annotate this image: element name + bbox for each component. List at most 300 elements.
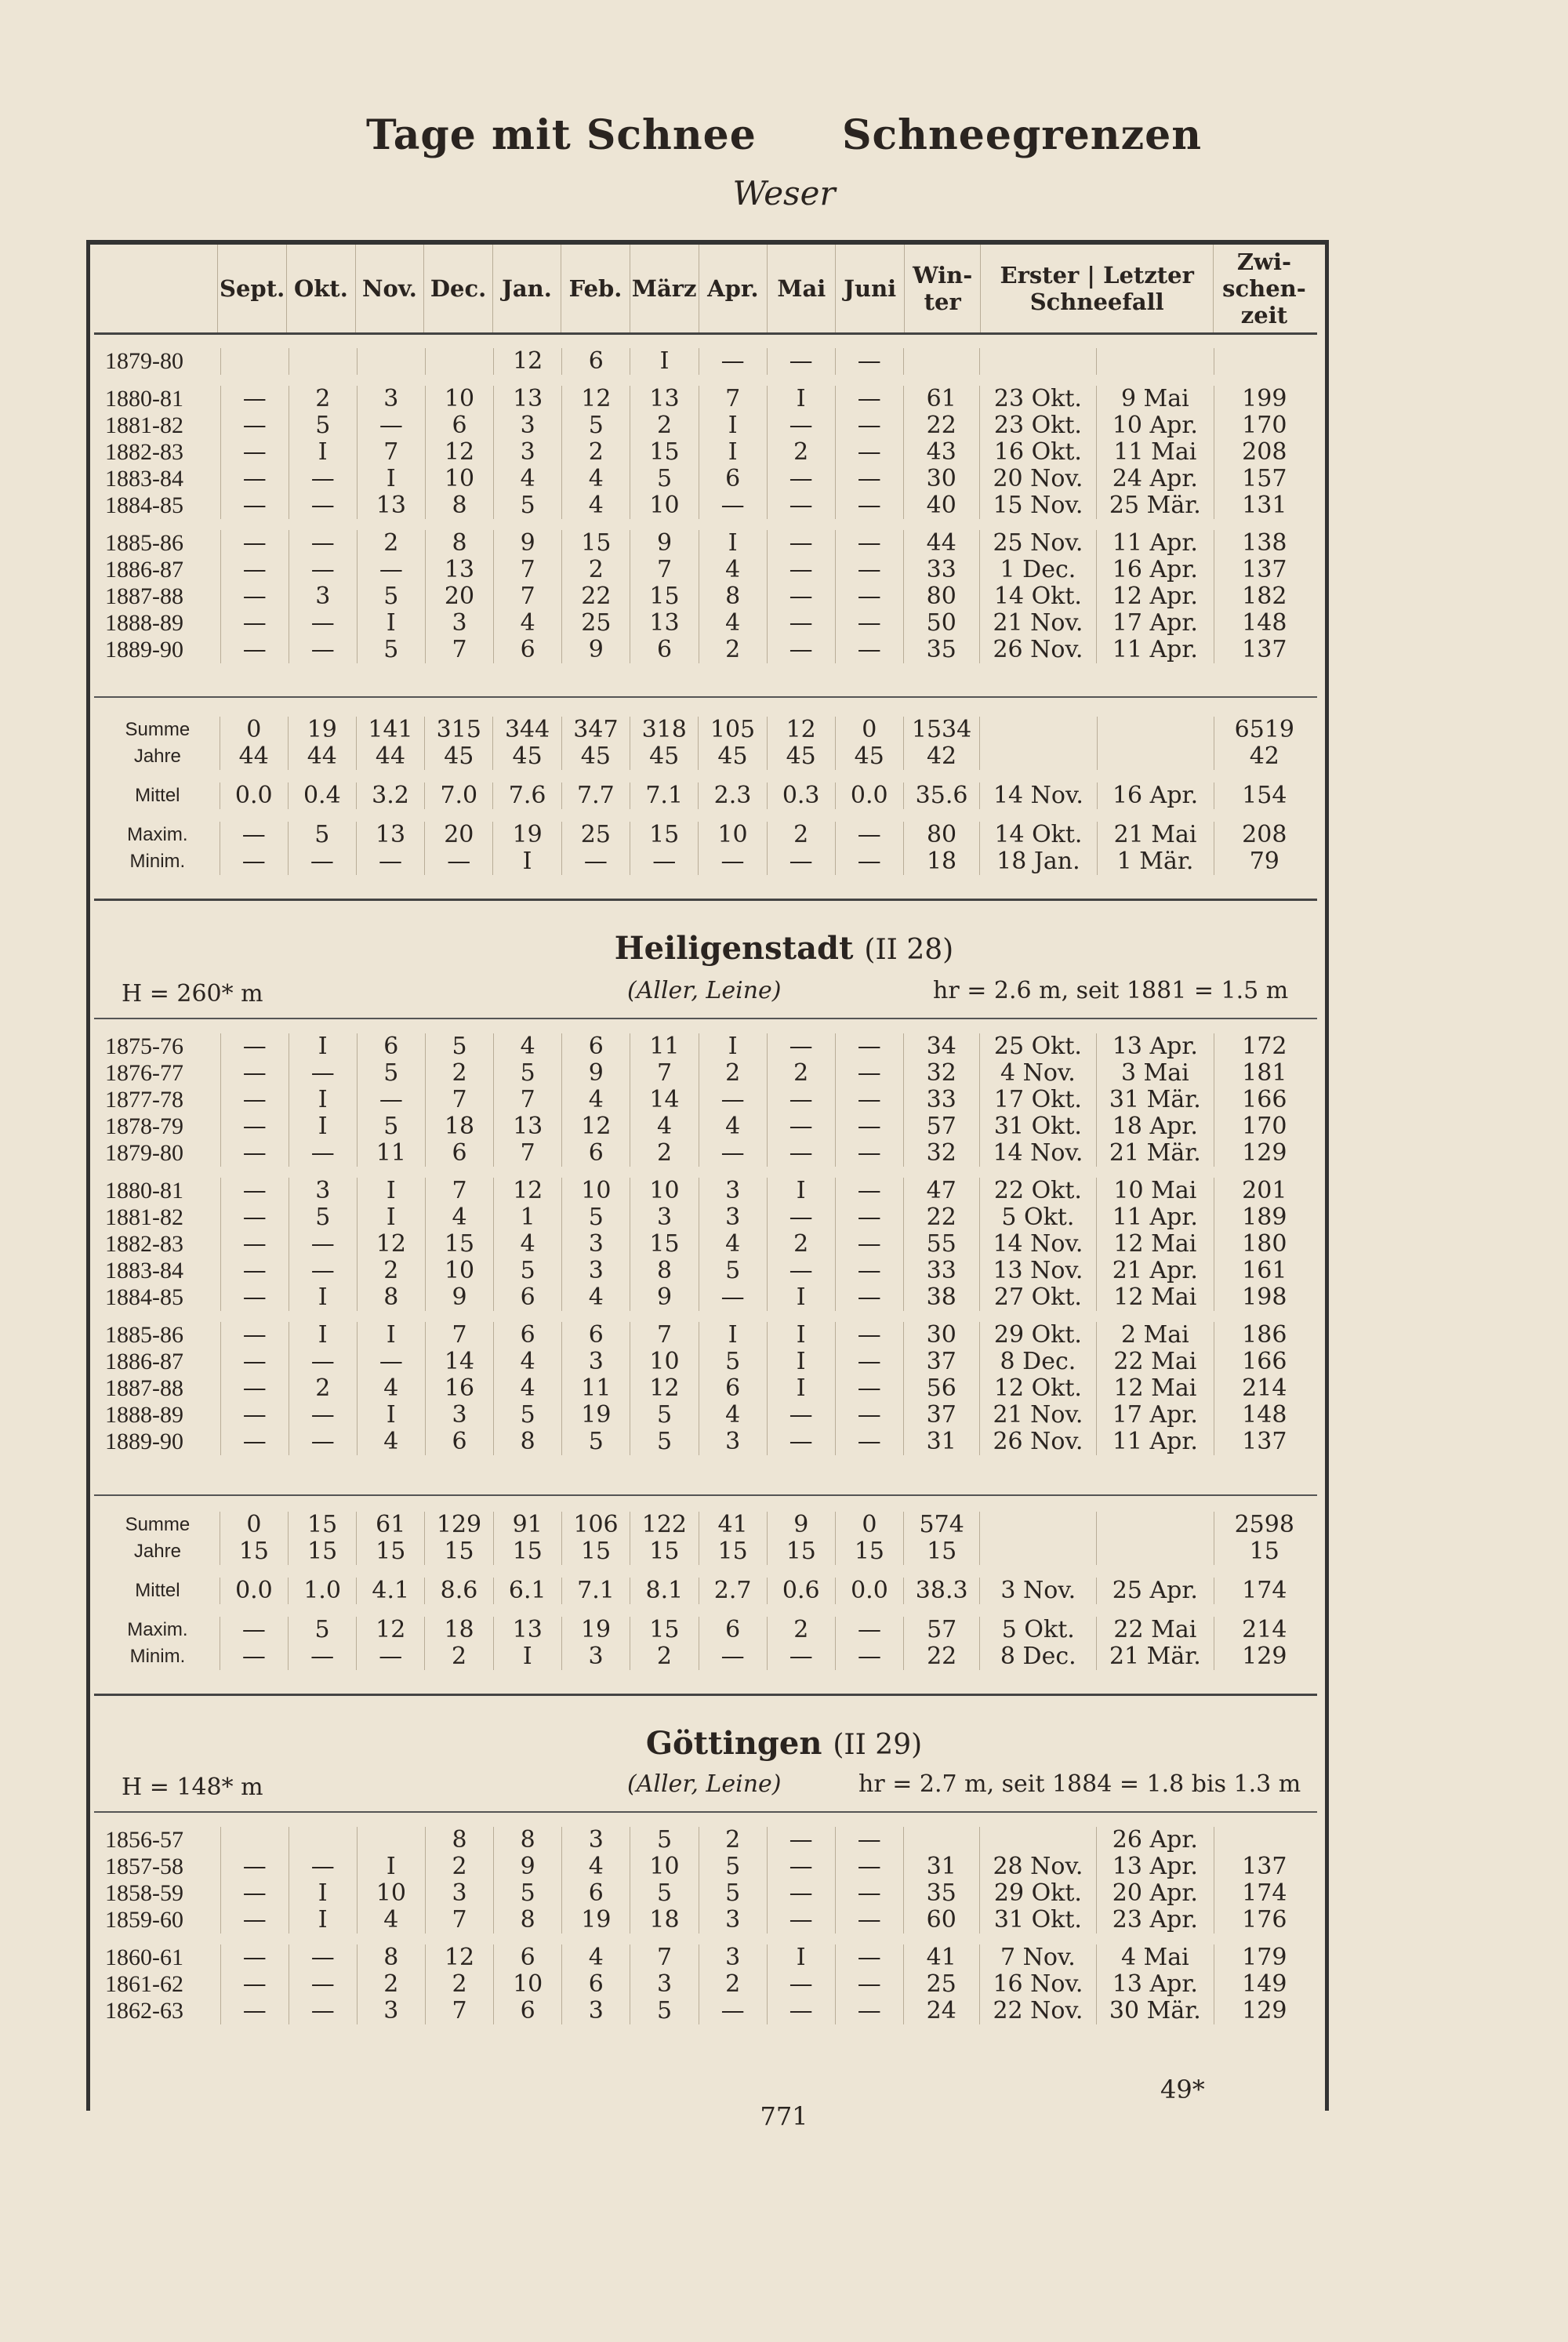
value-cell: — — [220, 1316, 289, 1349]
header-winter: Win- ter — [904, 245, 980, 332]
season-cell: 1880-81 — [96, 1172, 220, 1204]
value-cell: 14 — [630, 1087, 699, 1113]
value-cell: — — [220, 466, 289, 492]
value-cell: 5 — [699, 1854, 767, 1880]
value-cell: — — [220, 1375, 289, 1402]
value-cell: 141 — [356, 717, 424, 743]
value-cell: 9 — [562, 637, 630, 663]
header-schneefall-label: Schneefall — [1029, 289, 1164, 315]
row-label: Maxim. — [96, 1610, 220, 1643]
value-cell: 44 — [903, 525, 979, 557]
value-cell: 18 — [425, 1113, 493, 1140]
value-cell: — — [835, 348, 903, 380]
value-cell: 3 — [289, 1172, 357, 1204]
value-cell: — — [835, 1907, 903, 1939]
value-cell: — — [767, 848, 835, 875]
value-cell: — — [220, 815, 288, 848]
value-cell: — — [767, 583, 835, 610]
table-row — [96, 557, 1315, 583]
value-cell: 11 Apr. — [1097, 637, 1214, 663]
signature-mark: 49* — [1160, 2075, 1205, 2104]
value-cell: 17 Apr. — [1097, 1402, 1214, 1429]
value-cell: 21 Nov. — [979, 610, 1096, 637]
value-cell: 148 — [1242, 609, 1287, 637]
value-cell: 8 — [494, 1429, 562, 1455]
station2-years-table — [96, 1033, 1315, 1455]
value-cell: I — [357, 1402, 425, 1429]
value-cell: — — [835, 610, 903, 637]
section1-end-rule — [94, 899, 1317, 901]
value-cell: 12 — [562, 1113, 630, 1140]
value-cell: 1534 — [903, 717, 980, 743]
value-cell: 3 — [562, 1998, 630, 2024]
value-cell: 7 — [630, 1060, 699, 1087]
value-cell: 57 — [903, 1113, 979, 1140]
value-cell: I — [493, 848, 561, 875]
value-cell: — — [357, 557, 425, 583]
value-cell: — — [220, 1429, 289, 1455]
value-cell: 4 — [699, 1113, 767, 1140]
row-label: Minim. — [96, 1643, 220, 1670]
value-cell: 2 — [767, 1231, 835, 1258]
value-cell: 5 — [494, 1880, 562, 1907]
value-cell: 33 — [903, 557, 979, 583]
header-row — [96, 245, 1315, 332]
value-cell: 35.6 — [903, 776, 980, 815]
value-cell: — — [357, 1349, 425, 1375]
value-cell: 2 — [767, 815, 835, 848]
value-cell: — — [835, 1429, 903, 1455]
value-cell: 6519 — [1234, 716, 1294, 743]
value-cell: I — [357, 1172, 425, 1204]
value-cell: 19 — [493, 815, 561, 848]
value-cell: 13 Apr. — [1097, 1971, 1214, 1998]
value-cell: 3 Mai — [1097, 1060, 1214, 1087]
value-cell: 4 — [562, 1854, 630, 1880]
value-cell: 9 — [767, 1512, 835, 1538]
value-cell: 5 — [630, 1827, 699, 1854]
header-schneefall — [981, 245, 1214, 332]
value-cell: I — [357, 1854, 425, 1880]
season-cell: 1861-62 — [96, 1971, 220, 1998]
value-cell: 14 Okt. — [979, 583, 1096, 610]
season-cell: 1879-80 — [96, 1140, 220, 1172]
value-cell: 2.7 — [699, 1571, 767, 1610]
value-cell: 137 — [1242, 1853, 1287, 1880]
season-cell: 1884-85 — [96, 492, 220, 525]
value-cell: 31 — [903, 1854, 979, 1880]
value-cell: 10 — [562, 1172, 630, 1204]
value-cell: — — [835, 1231, 903, 1258]
value-cell: — — [289, 610, 357, 637]
season-cell: 1883-84 — [96, 466, 220, 492]
value-cell: — — [289, 1231, 357, 1258]
value-cell: — — [289, 1258, 357, 1284]
station2-height: H = 260* m — [122, 980, 263, 1008]
value-cell: — — [835, 1204, 903, 1231]
value-cell: 20 — [425, 583, 493, 610]
summary-row — [96, 1512, 1315, 1538]
value-cell: 31 Okt. — [979, 1907, 1096, 1939]
value-cell: 13 — [630, 610, 699, 637]
table-row — [96, 1939, 1315, 1971]
value-cell: 43 — [903, 439, 979, 466]
value-cell: 5 — [630, 1880, 699, 1907]
value-cell: 157 — [1242, 465, 1287, 492]
season-cell: 1884-85 — [96, 1284, 220, 1316]
value-cell: 12 — [767, 717, 835, 743]
value-cell: 24 — [903, 1998, 979, 2024]
season-cell: 1875-76 — [96, 1033, 220, 1060]
value-cell: 4 Nov. — [979, 1060, 1096, 1087]
value-cell: — — [835, 1033, 903, 1060]
value-cell: — — [767, 492, 835, 525]
value-cell: — — [835, 1060, 903, 1087]
value-cell: 11 Apr. — [1097, 1429, 1214, 1455]
value-cell: 8 — [425, 492, 493, 525]
season-cell: 1881-82 — [96, 412, 220, 439]
value-cell: — — [289, 637, 357, 663]
value-cell: 6 — [425, 412, 493, 439]
value-cell: — — [835, 1643, 903, 1670]
value-cell: — — [699, 1087, 767, 1113]
value-cell: I — [767, 1316, 835, 1349]
value-cell: — — [835, 492, 903, 525]
value-cell: — — [220, 583, 289, 610]
value-cell: 129 — [1242, 1643, 1287, 1670]
season-cell: 1883-84 — [96, 1258, 220, 1284]
value-cell: 12 Mai — [1097, 1284, 1214, 1316]
value-cell: 4 — [494, 610, 562, 637]
value-cell: 16 Nov. — [979, 1971, 1096, 1998]
value-cell: — — [835, 1113, 903, 1140]
value-cell: 198 — [1242, 1284, 1287, 1311]
row-label: Summe — [96, 1512, 220, 1538]
value-cell: — — [425, 848, 493, 875]
value-cell: — — [220, 557, 289, 583]
value-cell: 4 — [699, 1402, 767, 1429]
value-cell: 2 — [289, 380, 357, 412]
value-cell: I — [767, 1939, 835, 1971]
value-cell: 12 Apr. — [1097, 583, 1214, 610]
value-cell: 15 Nov. — [979, 492, 1096, 525]
summary-row — [96, 776, 1315, 815]
value-cell: 1 — [494, 1204, 562, 1231]
value-cell: 31 Okt. — [979, 1113, 1096, 1140]
table-row — [96, 1880, 1315, 1907]
value-cell: 38.3 — [904, 1571, 980, 1610]
value-cell: 4 — [630, 1113, 699, 1140]
value-cell: I — [699, 1316, 767, 1349]
value-cell: 44 — [220, 743, 288, 776]
value-cell — [289, 1827, 357, 1854]
value-cell: 15 — [493, 1538, 561, 1571]
value-cell: 6 — [562, 1033, 630, 1060]
value-cell: 9 — [562, 1060, 630, 1087]
station2-summary-table — [96, 1512, 1315, 1670]
value-cell: 14 Nov. — [979, 1231, 1096, 1258]
season-cell: 1879-80 — [96, 348, 220, 380]
value-cell: — — [835, 1998, 903, 2024]
value-cell: 6 — [562, 348, 630, 380]
value-cell: 15 — [835, 1538, 903, 1571]
value-cell: 26 Nov. — [979, 1429, 1096, 1455]
summary-row — [96, 1538, 1315, 1571]
value-cell: 5 — [699, 1349, 767, 1375]
value-cell: 172 — [1242, 1033, 1287, 1060]
value-cell: — — [220, 1113, 289, 1140]
value-cell: 4 — [699, 610, 767, 637]
value-cell: 6 — [494, 1284, 562, 1316]
value-cell: — — [220, 439, 289, 466]
value-cell: 15 — [630, 439, 699, 466]
table-row — [96, 1349, 1315, 1375]
value-cell: 105 — [699, 717, 767, 743]
summary-row — [96, 815, 1315, 848]
table-row — [96, 348, 1315, 380]
value-cell: — — [220, 412, 289, 439]
value-cell — [220, 348, 289, 380]
value-cell: 129 — [425, 1512, 493, 1538]
value-cell: 7 — [425, 637, 493, 663]
value-cell: 5 Okt. — [979, 1204, 1096, 1231]
header-first-last: Erster | Letzter — [1000, 262, 1194, 289]
station2-rivers: (Aller, Leine) — [627, 977, 782, 1004]
season-cell: 1885-86 — [96, 525, 220, 557]
value-cell: — — [835, 1140, 903, 1172]
value-cell: — — [220, 1402, 289, 1429]
table-row — [96, 1204, 1315, 1231]
value-cell — [980, 743, 1097, 776]
row-label: Jahre — [96, 1538, 220, 1571]
value-cell: 12 — [630, 1375, 699, 1402]
value-cell: 2 — [630, 1643, 699, 1670]
value-cell: 4 — [562, 492, 630, 525]
value-cell: 15 — [630, 1610, 699, 1643]
value-cell: — — [699, 848, 767, 875]
table-row — [96, 1316, 1315, 1349]
value-cell: I — [767, 1375, 835, 1402]
station3-name: Göttingen — [645, 1725, 822, 1762]
station3-rivers: (Aller, Leine) — [627, 1770, 782, 1798]
value-cell: 5 — [288, 815, 356, 848]
value-cell — [980, 1538, 1097, 1571]
value-cell: 3 — [425, 1402, 493, 1429]
value-cell: 201 — [1242, 1177, 1287, 1204]
value-cell: 21 Mär. — [1097, 1643, 1214, 1670]
summary-row — [96, 717, 1315, 743]
value-cell: 20 Nov. — [979, 466, 1096, 492]
value-cell: 15 — [767, 1538, 835, 1571]
value-cell: — — [220, 848, 288, 875]
section1-years-table — [96, 348, 1315, 663]
value-cell: 7.1 — [561, 1571, 630, 1610]
value-cell: 6 — [562, 1316, 630, 1349]
value-cell: 13 — [494, 1113, 562, 1140]
station3-ref: (II 29) — [833, 1729, 923, 1761]
value-cell: — — [835, 1854, 903, 1880]
value-cell: 8 — [357, 1939, 425, 1971]
value-cell: 3 — [357, 380, 425, 412]
value-cell: 5 — [357, 637, 425, 663]
value-cell: 29 Okt. — [979, 1880, 1096, 1907]
value-cell — [357, 348, 425, 380]
value-cell: 12 — [425, 1939, 493, 1971]
table-row — [96, 466, 1315, 492]
header-month: Dec. — [424, 245, 493, 332]
value-cell: 4 — [494, 1033, 562, 1060]
station2-title — [0, 930, 1568, 967]
value-cell: 5 — [630, 1402, 699, 1429]
season-cell: 1859-60 — [96, 1907, 220, 1939]
value-cell: 80 — [903, 815, 980, 848]
value-cell: 4 — [357, 1429, 425, 1455]
value-cell: 166 — [1242, 1086, 1287, 1113]
table-row — [96, 1998, 1315, 2024]
station2-end-rule — [94, 1694, 1317, 1696]
value-cell: 6 — [699, 466, 767, 492]
value-cell: — — [699, 1140, 767, 1172]
value-cell: 131 — [1242, 492, 1287, 519]
value-cell: — — [767, 525, 835, 557]
value-cell: — — [220, 380, 289, 412]
value-cell: 11 — [357, 1140, 425, 1172]
value-cell: 3 — [699, 1172, 767, 1204]
value-cell: 3 — [289, 583, 357, 610]
value-cell: 129 — [1242, 1997, 1287, 2024]
value-cell: — — [220, 637, 289, 663]
value-cell: 5 — [630, 466, 699, 492]
value-cell: 7 Nov. — [979, 1939, 1096, 1971]
value-cell: 10 — [630, 1854, 699, 1880]
value-cell: 4 — [357, 1907, 425, 1939]
value-cell: I — [289, 1284, 357, 1316]
value-cell: 5 — [699, 1258, 767, 1284]
value-cell: 45 — [425, 743, 493, 776]
value-cell: — — [699, 1998, 767, 2024]
value-cell: 40 — [903, 492, 979, 525]
value-cell: 5 — [562, 1429, 630, 1455]
value-cell: — — [835, 1610, 903, 1643]
value-cell — [903, 348, 979, 380]
value-cell: 55 — [903, 1231, 979, 1258]
value-cell: 6 — [425, 1140, 493, 1172]
value-cell: — — [835, 848, 903, 875]
value-cell: 50 — [903, 610, 979, 637]
value-cell: 22 — [904, 1643, 980, 1670]
value-cell: — — [835, 1172, 903, 1204]
table-row — [96, 610, 1315, 637]
value-cell: 14 Nov. — [980, 776, 1097, 815]
value-cell: 4 — [494, 1231, 562, 1258]
value-cell: 8 — [425, 1827, 493, 1854]
season-cell: 1856-57 — [96, 1827, 220, 1854]
value-cell: — — [835, 1971, 903, 1998]
value-cell — [1214, 1827, 1315, 1854]
value-cell: 10 — [425, 380, 493, 412]
header-month: Jan. — [492, 245, 561, 332]
value-cell: 14 — [425, 1349, 493, 1375]
value-cell: 149 — [1242, 1970, 1287, 1998]
value-cell — [1097, 1538, 1214, 1571]
value-cell: 3 Nov. — [980, 1571, 1097, 1610]
value-cell: 25 Apr. — [1097, 1571, 1214, 1610]
summary-row — [96, 1571, 1315, 1610]
header-month: März — [630, 245, 699, 332]
value-cell: I — [357, 1204, 425, 1231]
value-cell: — — [767, 412, 835, 439]
value-cell: 10 Apr. — [1097, 412, 1214, 439]
header-month: Juni — [836, 245, 905, 332]
value-cell: 7 — [630, 1316, 699, 1349]
value-cell: 2598 — [1234, 1511, 1294, 1538]
value-cell: 15 — [561, 1538, 630, 1571]
value-cell: 2 Mai — [1097, 1316, 1214, 1349]
value-cell: 15 — [1249, 1538, 1279, 1565]
row-label: Minim. — [96, 848, 220, 875]
value-cell: 56 — [903, 1375, 979, 1402]
value-cell: 14 Nov. — [979, 1140, 1096, 1172]
value-cell: 10 — [699, 815, 767, 848]
season-cell: 1885-86 — [96, 1316, 220, 1349]
station2-name: Heiligenstadt — [614, 930, 854, 967]
value-cell: 3 — [699, 1907, 767, 1939]
value-cell: 15 — [425, 1538, 493, 1571]
table-row — [96, 1172, 1315, 1204]
value-cell: 11 Apr. — [1097, 525, 1214, 557]
table-row — [96, 380, 1315, 412]
value-cell: — — [220, 1172, 289, 1204]
value-cell: 7 — [630, 557, 699, 583]
value-cell: 15 — [425, 1231, 493, 1258]
value-cell: 8 — [494, 1827, 562, 1854]
value-cell: 179 — [1242, 1944, 1287, 1971]
header-month: Feb. — [561, 245, 630, 332]
value-cell: — — [289, 1998, 357, 2024]
value-cell: — — [835, 1375, 903, 1402]
value-cell: — — [289, 1939, 357, 1971]
value-cell: 5 — [699, 1880, 767, 1907]
value-cell: — — [289, 1854, 357, 1880]
value-cell: 10 — [630, 1349, 699, 1375]
value-cell: — — [220, 1060, 289, 1087]
summary-row — [96, 743, 1315, 776]
value-cell: 4 — [562, 1284, 630, 1316]
value-cell: 47 — [903, 1172, 979, 1204]
value-cell: 8 — [357, 1284, 425, 1316]
value-cell: 20 — [425, 815, 493, 848]
value-cell: 19 — [562, 1907, 630, 1939]
value-cell — [980, 1512, 1097, 1538]
value-cell: 19 — [288, 717, 356, 743]
value-cell: 2 — [699, 1060, 767, 1087]
value-cell: — — [767, 1113, 835, 1140]
value-cell: 8.1 — [630, 1571, 699, 1610]
table-row — [96, 1429, 1315, 1455]
value-cell: 122 — [630, 1512, 699, 1538]
table-row — [96, 1827, 1315, 1854]
value-cell: — — [767, 637, 835, 663]
value-cell: 17 Apr. — [1097, 610, 1214, 637]
row-label: Jahre — [96, 743, 220, 776]
value-cell: 174 — [1242, 1577, 1287, 1604]
value-cell: 0.4 — [288, 776, 356, 815]
value-cell: — — [289, 1402, 357, 1429]
table-row — [96, 1231, 1315, 1258]
value-cell: — — [835, 1939, 903, 1971]
season-cell: 1886-87 — [96, 1349, 220, 1375]
value-cell: 10 — [494, 1971, 562, 1998]
